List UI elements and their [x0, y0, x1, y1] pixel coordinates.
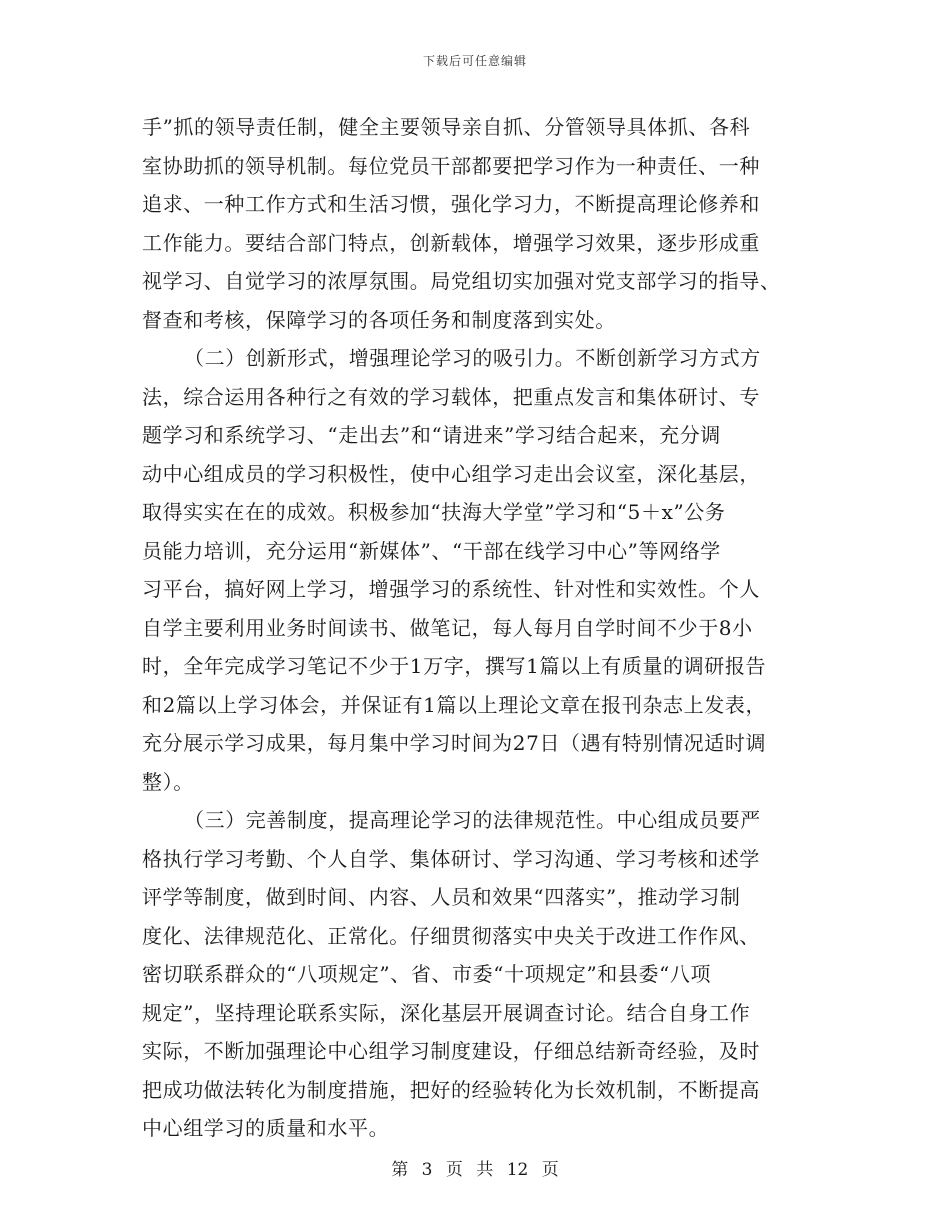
body-line: 工作能力。要结合部门特点，创新载体，增强学习效果，逐步形成重: [142, 230, 760, 255]
body-line: 和2篇以上学习体会，并保证有1篇以上理论文章在报刊杂志上发表，: [142, 692, 767, 717]
body-line: 法，综合运用各种行之有效的学习载体，把重点发言和集体研讨、专: [142, 384, 760, 409]
body-line: 充分展示学习成果，每月集中学习时间为27日（遇有特别情况适时调: [142, 731, 767, 755]
page-header: 下载后可任意编辑: [422, 54, 527, 68]
body-line: 密切联系群众的“八项规定”、省、市委“十项规定”和县委“八项: [142, 962, 712, 986]
body-line: 度化、法律规范化、正常化。仔细贯彻落实中央关于改进工作作风、: [142, 923, 760, 948]
paragraph-heading-line: （二）创新形式，增强理论学习的吸引力。不断创新学习方式方: [184, 346, 761, 370]
page-number: 3: [421, 1160, 433, 1180]
body-line: 实际，不断加强理论中心组学习制度建设，仔细总结新奇经验，及时: [142, 1039, 760, 1063]
body-line: 评学等制度，做到时间、内容、人员和效果“四落实”，推动学习制: [142, 885, 741, 909]
body-line: 规定”，坚持理论联系实际，深化基层开展调查讨论。结合自身工作: [142, 1000, 751, 1025]
body-line: 时，全年完成学习笔记不少于1万字，撰写1篇以上有质量的调研报告: [142, 654, 767, 678]
body-line: 动中心组成员的学习积极性，使中心组学习走出会议室，深化基层，: [142, 461, 760, 486]
total-pages: 12: [506, 1160, 529, 1180]
body-line: 习平台，搞好网上学习，增强学习的系统性、针对性和实效性。个人: [142, 577, 760, 601]
body-line: 室协助抓的领导机制。每位党员干部都要把学习作为一种责任、一种: [142, 153, 760, 178]
body-line: 手”抓的领导责任制，健全主要领导亲自抓、分管领导具体抓、各科: [142, 115, 751, 139]
body-line: 整）。: [142, 769, 194, 794]
total-prefix: 共: [476, 1160, 494, 1180]
body-line: 题学习和系统学习、“走出去”和“请进来”学习结合起来，充分调: [142, 423, 721, 447]
body-line: 格执行学习考勤、个人自学、集体研讨、学习沟通、学习考核和述学: [142, 846, 760, 871]
page-unit: 页: [445, 1160, 463, 1180]
body-line: 员能力培训，充分运用“新媒体”、“干部在线学习中心”等网络学: [142, 538, 721, 563]
body-line: 把成功做法转化为制度措施，把好的经验转化为长效机制，不断提高: [142, 1077, 760, 1102]
body-line: 自学主要利用业务时间读书、做笔记，每人每月自学时间不少于8小: [142, 615, 753, 640]
body-line: 督查和考核，保障学习的各项任务和制度落到实处。: [142, 307, 616, 332]
page-footer: [0, 1155, 950, 1180]
total-unit: 页: [541, 1160, 559, 1180]
body-line: 视学习、自觉学习的浓厚氛围。局党组切实加强对党支部学习的指导、: [142, 269, 781, 293]
document-body: [142, 108, 814, 1148]
body-line: 取得实实在在的成效。积极参加“扶海大学堂”学习和“5＋x”公务: [142, 500, 726, 524]
paragraph-heading-line: （三）完善制度，提高理论学习的法律规范性。中心组成员要严: [184, 808, 761, 832]
page-prefix: 第: [391, 1160, 409, 1180]
body-line: 追求、一种工作方式和生活习惯，强化学习力，不断提高理论修养和: [142, 192, 760, 216]
body-line: 中心组学习的质量和水平。: [142, 1116, 390, 1140]
